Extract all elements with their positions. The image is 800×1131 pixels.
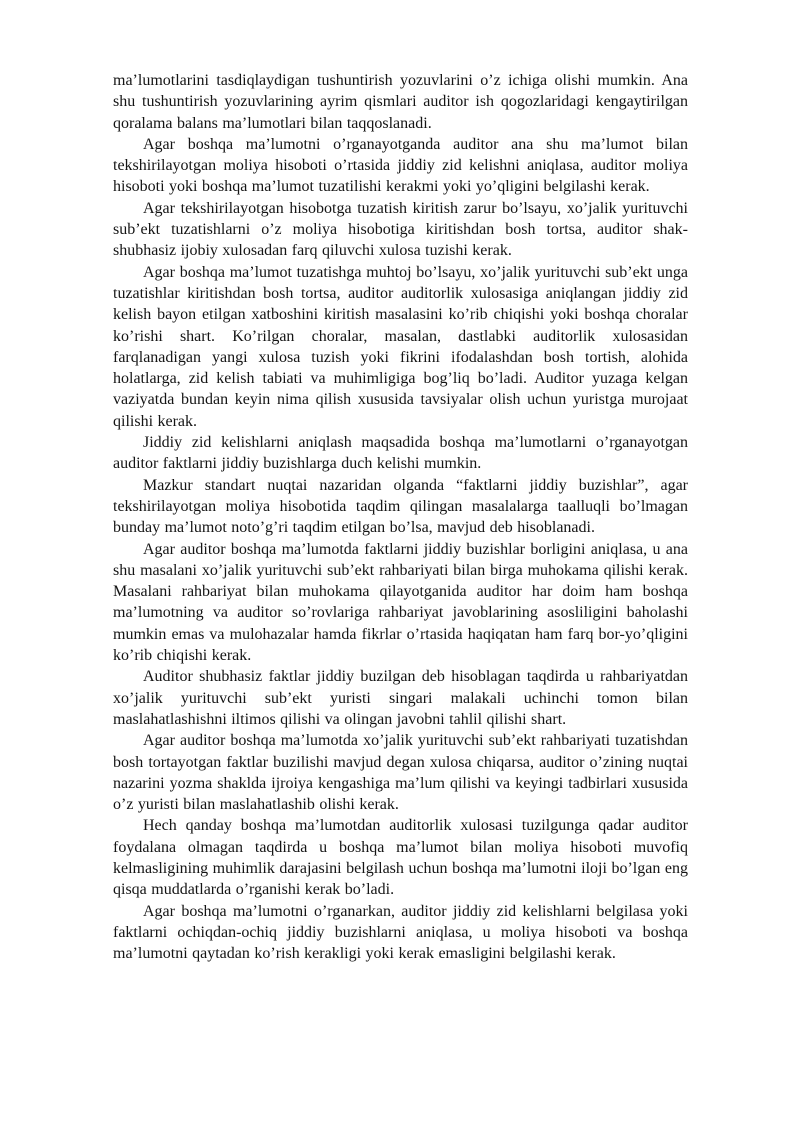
paragraph: Agar boshqa ma’lumotni o’rganayotganda auditor ana shu ma’lumot bilan tekshirilayotgan moliya hisoboti o’rtasida jiddiy zid kelishni aniqlasa, auditor moliya hisoboti yoki boshqa ma’lumot tuzatilishi kerakmi yoki yo’qligini belgilashi kerak. [113,135,688,196]
paragraph: Hech qanday boshqa ma’lumotdan auditorlik xulosasi tuzilgunga qadar auditor foydalana olmagan taqdirda u boshqa ma’lumot bilan moliya hisoboti muvofiq kelmasligining muhimlik darajasini belgilash uchun boshqa ma’lumotni iloji bo’lgan eng qisqa muddatlarda o’rganishi kerak bo’ladi. [113,817,688,899]
paragraph: Agar auditor boshqa ma’lumotda faktlarni jiddiy buzishlar borligini aniqlasa, u ana shu masalani xo’jalik yurituvchi sub’ekt rahbariyati bilan birga muhokama qilishi kerak. Masalani rahbariyat bilan muhokama qilayotganida auditor har doim ham boshqa ma’lumotning va auditor so’rovlariga rahbariyat javoblarining asosliligini baholashi mumkin emas va mulohazalar hamda fikrlar o’rtasida haqiqatan ham farq bor-yo’qligini ko’rib chiqishi kerak. [113,540,688,665]
paragraph: ma’lumotlarini tasdiqlaydigan tushuntirish yozuvlarini o’z ichiga olishi mumkin. Ana shu tushuntirish yozuvlarining ayrim qismlari auditor ish qogozlaridagi kengaytirilgan qoralama balans ma’lumotlari bilan taqqoslanadi. [113,72,688,132]
paragraph: Jiddiy zid kelishlarni aniqlash maqsadida boshqa ma’lumotlarni o’rganayotgan auditor faktlarni jiddiy buzishlarga duch kelishi mumkin. [113,434,688,473]
paragraph: Agar tekshirilayotgan hisobotga tuzatish kiritish zarur bo’lsayu, xo’jalik yurituvchi sub’ekt tuzatishlarni o’z moliya hisobotiga kiritishdan bosh tortsa, auditor shak-shubhasiz ijobiy xulosadan farq qiluvchi xulosa tuzishi kerak. [113,199,688,260]
paragraph: Agar auditor boshqa ma’lumotda xo’jalik yurituvchi sub’ekt rahbariyati tuzatishdan bosh tortayotgan faktlar buzilishi mavjud degan xulosa chiqarsa, auditor o’zining nuqtai nazarini yozma shaklda ijroiya kengashiga ma’lum qilishi va keyingi tadbirlari xususida o’z yuristi bilan maslahatlashib olishi kerak. [113,732,688,814]
paragraph: Auditor shubhasiz faktlar jiddiy buzilgan deb hisoblagan taqdirda u rahbariyatdan xo’jalik yurituvchi sub’ekt yuristi singari malakali uchinchi tomon bilan maslahatlashishni iltimos qilishi va olingan javobni tahlil qilishi shart. [113,668,688,728]
paragraph: Mazkur standart nuqtai nazaridan olganda “faktlarni jiddiy buzishlar”, agar tekshirilayotgan moliya hisobotida taqdim qilingan masalalarga taalluqli bo’lmagan bunday ma’lumot noto’g’ri taqdim etilgan bo’lsa, mavjud deb hisoblanadi. [113,476,688,537]
paragraph: Agar boshqa ma’lumot tuzatishga muhtoj bo’lsayu, xo’jalik yurituvchi sub’ekt unga tuzatishlar kiritishdan bosh tortsa, auditor auditorlik xulosasiga aniqlangan jiddiy zid kelish bayon etilgan xatboshini kiritish masalasini ko’rib chiqishi yoki boshqa choralar ko’rishi shart. Ko’rilgan choralar, masalan, dastlabki auditorlik xulosasidan farqlanadigan yangi xulosa tuzish yoki fikrini ifodalashdan bosh tortish, alohida holatlarga, zid kelish tabiati va muhimligiga bog’liq bo’ladi. Auditor yuzaga kelgan vaziyatda bundan keyin nima qilish xususida tavsiyalar olish uchun yuristga murojaat qilishi kerak. [113,263,688,430]
paragraph: Agar boshqa ma’lumotni o’rganarkan, auditor jiddiy zid kelishlarni belgilasa yoki faktlarni ochiqdan-ochiq jiddiy buzishlarni aniqlasa, u moliya hisoboti va boshqa ma’lumotni qaytadan ko’rish kerakligi yoki kerak emasligini belgilashi kerak. [113,902,688,963]
document-body [113,70,688,964]
